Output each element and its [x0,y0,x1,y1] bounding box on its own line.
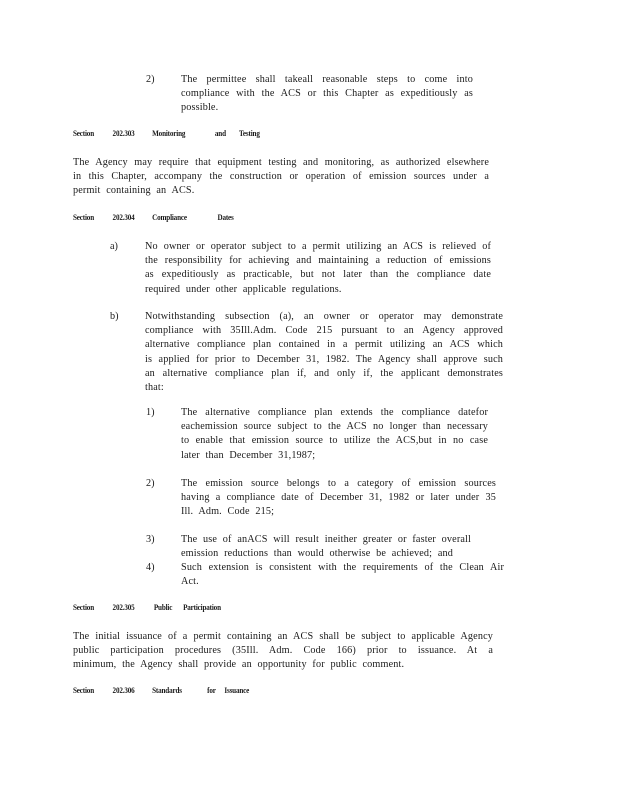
list-label: a) [110,241,118,252]
text-line: required under other applicable regulations. [145,283,342,295]
text-line: as expeditiously as practicable, but not later than the compliance date [145,269,491,281]
text-line: later than December 31,1987; [181,449,316,461]
section-heading-304 [73,213,234,222]
text-line: having a compliance date of December 31, 1982 or later under 35 [181,492,496,504]
section-label: Section [73,686,95,695]
paragraph-305 [73,630,493,673]
list-number: 2) [146,478,155,489]
section-title-word: Dates [217,213,234,222]
list-item-text [181,73,473,116]
section-title-word: Public [153,603,173,612]
text-line: that: [145,382,164,394]
section-title-word: Issuance [224,686,250,695]
section-number: 202.305 [112,603,135,612]
list-item-text [181,561,504,589]
text-line: compliance with the ACS or this Chapter as expeditiously as [181,88,473,100]
text-line: Such extension is consistent with the requirements of the Clean Air [181,562,504,573]
section-title-word: Compliance [152,213,187,222]
section-label: Section [73,129,95,138]
text-line: The use of anACS will result ineither greater or faster overall [181,534,471,545]
list-item-text [181,533,471,561]
text-line: eachemission source subject to the ACS no longer than necessary [181,421,488,433]
list-item-text [181,406,488,463]
section-number: 202.306 [112,686,135,695]
section-heading-306 [73,686,249,695]
text-line: possible. [181,102,219,114]
section-title-word: for [207,686,216,695]
list-number: 4) [146,562,155,573]
list-item-text [145,240,491,297]
section-heading-305 [73,603,221,612]
text-line: an alternative compliance plan if, and only if, the applicant demonstrates [145,367,503,379]
list-number: 1) [146,407,155,418]
list-number: 2) [146,74,155,85]
list-item-text [145,310,503,395]
text-line: No owner or operator subject to a permit utilizing an ACS is relieved of [145,241,491,252]
text-line: emission reductions than would otherwise be achieved; and [181,548,454,560]
text-line: permit containing an ACS. [73,185,195,197]
text-line: Notwithstanding subsection (a), an owner or operator may demonstrate [145,311,503,322]
text-line: the responsibility for achieving and maintaining a reduction of emissions [145,255,491,267]
text-line: alternative compliance plan contained in a permit utilizing an ACS which [145,339,503,351]
section-label: Section [73,603,95,612]
section-heading-303 [73,129,260,138]
section-number: 202.304 [112,213,135,222]
text-line: compliance with 35Ill.Adm. Code 215 pursuant to an Agency approved [145,325,503,337]
section-title-word: Testing [238,129,260,138]
text-line: is applied for prior to December 31, 1982. The Agency shall approve such [145,353,503,365]
text-line: in this Chapter, accompany the construction or operation of emission sources under a [73,171,489,183]
paragraph-303 [73,156,489,199]
text-line: to enable that emission source to utilize the ACS,but in no case [181,435,488,447]
text-line: public participation procedures (35Ill. Adm. Code 166) prior to issuance. At a [73,645,493,657]
section-title-word: Standards [152,686,182,695]
section-title-word: and [214,129,226,138]
text-line: minimum, the Agency shall provide an opportunity for public comment. [73,659,405,671]
list-item-text [181,477,496,520]
text-line: The permittee shall takeall reasonable steps to come into [181,74,473,85]
section-title-word: Participation [183,603,221,612]
text-line: The emission source belongs to a category of emission sources [181,478,496,489]
text-line: The initial issuance of a permit containing an ACS shall be subject to applicable Agency [73,631,493,642]
text-line: Ill. Adm. Code 215; [181,506,275,518]
text-line: Act. [181,576,199,588]
list-number: 3) [146,534,155,545]
text-line: The Agency may require that equipment testing and monitoring, as authorized elsewhere [73,157,489,168]
section-label: Section [73,213,95,222]
section-title-word: Monitoring [152,129,186,138]
list-label: b) [110,311,119,322]
section-number: 202.303 [112,129,135,138]
text-line: The alternative compliance plan extends the compliance datefor [181,407,488,418]
